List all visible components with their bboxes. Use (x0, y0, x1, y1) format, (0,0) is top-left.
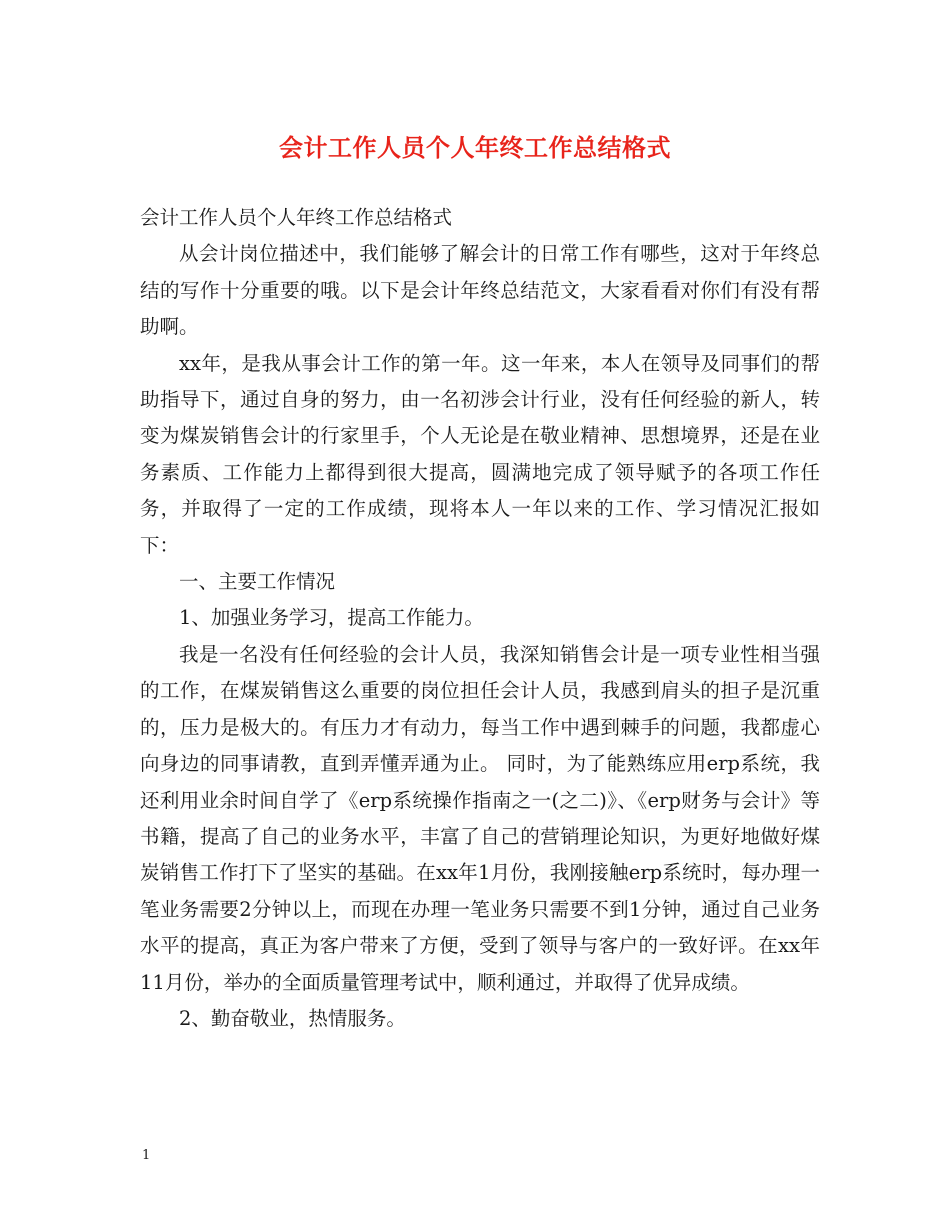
subtitle-paragraph: 会计工作人员个人年终工作总结格式 (140, 206, 453, 229)
subsection-heading-2: 2、勤奋敬业，热情服务。 (179, 1006, 406, 1030)
document-title: 会计工作人员个人年终工作总结格式 (279, 133, 671, 162)
document-body (140, 200, 820, 1037)
page-number: 1 (142, 1148, 151, 1163)
overview-paragraph: xx年，是我从事会计工作的第一年。这一年来，本人在领导及同事们的帮助指导下，通过自身的努力，由一名初涉会计行业，没有任何经验的新人，转变为煤炭销售会计的行家里手，个人无论是在敬业精神、思想境界，还是在业务素质、工作能力上都得到很大提高，圆满地完成了领导赋予的各项工作任务，并取得了一定的工作成绩，现将本人一年以来的工作、学习情况汇报如下： (140, 351, 820, 557)
section-heading: 一、主要工作情况 (179, 570, 336, 594)
study-paragraph: 我是一名没有任何经验的会计人员，我深知销售会计是一项专业性相当强的工作，在煤炭销售这么重要的岗位担任会计人员，我感到肩头的担子是沉重的，压力是极大的。有压力才有动力，每当工作中遇到棘手的问题，我都虚心向身边的同事请教，直到弄懂弄通为止。 同时，为了能熟练应用erp系统，我还利用业余时间自学了《erp系统操作指南之一(之二)》、《erp财务与会计》等书籍，提高了自己的业务水平，丰富了自己的营销理论知识，为更好地做好煤炭销售工作打下了坚实的基础。在xx年1月份，我刚接触erp系统时，每办理一笔业务需要2分钟以上，而现在办理一笔业务只需要不到1分钟，通过自己业务水平的提高，真正为客户带来了方便，受到了领导与客户的一致好评。在xx年11月份，举办的全面质量管理考试中，顺利通过，并取得了优异成绩。 (140, 642, 820, 994)
subsection-heading-1: 1、加强业务学习，提高工作能力。 (179, 606, 484, 630)
intro-paragraph: 从会计岗位描述中，我们能够了解会计的日常工作有哪些，这对于年终总结的写作十分重要的哦。以下是会计年终总结范文，大家看看对你们有没有帮助啊。 (140, 242, 820, 339)
